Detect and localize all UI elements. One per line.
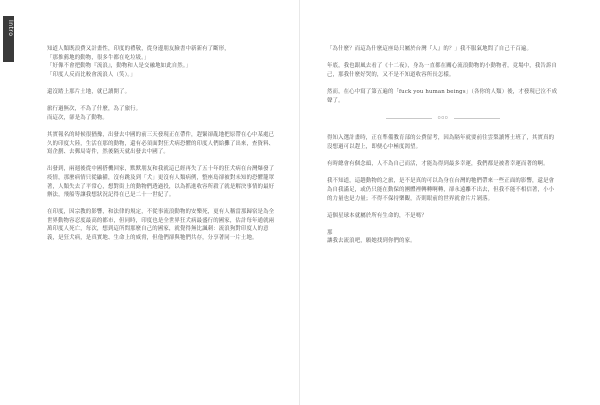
divider-line-left [386,118,432,119]
left-paragraph-3: 旅行過無次，不為了什麼，為了旅行。 而這次，卻是為了動物。 [47,106,142,121]
left-page [47,45,275,251]
right-paragraph-6: 我不知道，這趟動物的之旅，是不是真的可以為身在台灣的牠們帶來一些正面的影響，還是會為自我滿足，或仍只能在動保的團體裡轉轉啊轉，卻永遠離不出去，但我不能不相信著，小小的力量也是力量；不得不保持樂觀，否則眼前的世界就會片片剝落。 [327,178,555,202]
right-page [327,45,559,255]
right-paragraph-1: 「為什麼？而這為什麼這座島只屬於台灣『人』的？」我不服氣地問了自己千百遍。 [327,46,533,52]
divider-ornament: ooo [437,114,449,121]
right-paragraph-5: 有時總會有個念頭，人不為自己而活，才能為得到最多幸運，我們都是被著幸運而著的啊。 [327,161,549,168]
right-paragraph-4: 得知入選計畫時，正在準備教育部的公費留考，因為隔年就要前往雲梨讀博士班了，其實真的沒想過可以趕上，即便心中極度渴望。 [327,135,555,150]
right-paragraph-3: 然而，在心中寫了第五遍的「fuck you human beings」（各你的人類）後，才發現已泣不成聲了。 [327,88,558,104]
section-tab [3,16,14,62]
left-paragraph-2: 還沒踏上那片土地，就已讀開了。 [47,88,131,95]
left-paragraph-1: 知道人類既浪費又計畫性，印度的禮敬，從身邊朋友臉書中新新有了斷形， 「那推薦地的動物，很多牛都在吃垃圾。」 「好像不會把動物『流浪』，動物和人是交融地如此自然。」 「印度人反而比較會流浪人（笑）。」 [47,46,230,78]
page-gutter [299,0,300,405]
left-paragraph-6: 在印度，因宗教的影響，和法律的規定，不從事流浪動物的安樂死，更有人稱當那歸宿是為全世界動物容忍度最高的都市，但同時，印度也是全世界狂犬病最盛行的國家，估計每年通就兩萬印度人死亡，每次，想到這所問那麼自己的國家，就覺得無比諷刺：流浪狗對印度人的意義，是狂犬病，是真實地、生命上的威脅，但他們卻與牠們共存，分享著同一片土地。 [47,209,275,242]
right-paragraph-8: 那 讓我去流浪吧，願她找到你們的家。 [327,229,416,245]
section-tab-label: Intro [7,20,14,37]
divider-line-right [454,118,500,119]
left-paragraph-5: 出發到，兩週後從中國搭機回家，默默朋友和我就這已經再失了五十年的狂犬病在台灣爆發了疫情，那麼病情只從鼬獾，沒有跳及到「犬」更沒有人類病例，整座島卻被對未知的恐懼籠罩著，人類失去了平常心，想對街上的動物們透過投，以為抓進收容所殺了就是解決事情的最好辦法，飛船等讓我想狀況記得在已是二十一世紀了。 [47,166,275,199]
section-divider [327,114,559,123]
right-paragraph-7: 這個星球本就屬於所有生命的，不是嗎？ [327,212,427,219]
right-paragraph-2: 年底，我也跟風去看了《十二夜》，身為一直都在關心流浪動物的小動物者，竟場中，我告訴自己，那我什麼好哭的，又不是不知道收容所長怎樣。 [327,63,558,78]
left-paragraph-4: 其實報名的時候很猶豫，出發去中國的前三天發現正在帶件，趕緊卻亂地把原帶在心中某處已久的印度大陸，生活在那的動物，還有必須面對狂犬病恐懼的印度人們給攤了出來，查資料、寫企劃、去郵局寄件，然後隔天就出發去中國了。 [47,131,275,156]
